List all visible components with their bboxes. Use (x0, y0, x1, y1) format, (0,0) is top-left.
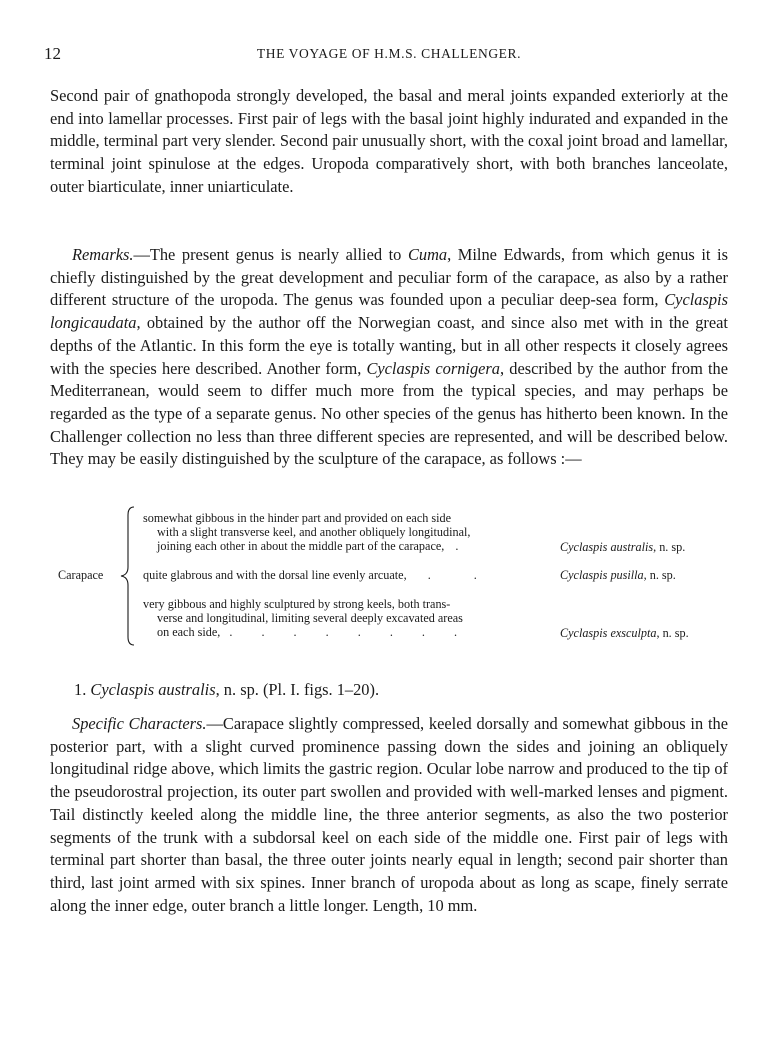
running-head: THE VOYAGE OF H.M.S. CHALLENGER. (256, 46, 522, 61)
specific-characters-text: —Carapace slightly compressed, keeled dorsally and somewhat gibbous in the posterior part, with a slight curved prominence passing down the sides and joining an obliquely longitudinal ridge above, which limits the gastric region. Ocular lobe narrow and produced to the tip of the pseudorostral projection, its outer part swollen and provided with well-marked lenses and pigment. Tail distinctly keeled along the middle line, the three anterior segments, as also the two posterior segments of the trunk with a subdorsal keel on each side of the middle one. First pair of legs with terminal part shorter than basal, the three outer joints nearly equal in length; second pair shorter than third, last joint armed with six spines. Inner branch of uropoda about as long as scape, finely serrate along the inner edge, outer branch a little longer. Length, 10 mm. (50, 714, 728, 915)
paragraph-text: Second pair of gnathopoda strongly developed, the basal and meral joints expanded exteriorly at the end into lamellar processes. First pair of legs with the basal joint highly indurated and expanded in the middle, terminal part very slender. Second pair unusually short, with the coxal joint broad and lamellar, terminal joint spinulose at the edges. Uropoda comparatively short, with both branches lanceolate, outer biarticulate, inner uniarticulate. (50, 86, 729, 196)
key-entry-line: verse and longitudinal, limiting several deeply excavated areas (157, 611, 463, 625)
key-result-australis (560, 540, 685, 554)
key-result-pusilla (560, 568, 676, 582)
key-entry-pusilla (143, 568, 543, 582)
remarks-text: , described by the author from the Mediterranean, would seem to differ much more from the typical species, and may perhaps be regarded as the type of a separate genus. No other species of the genus has hitherto been known. In the Challenger collection no less than three different species are represented, and will be described below. They may be easily distinguished by the sculpture of the carapace, as follows :— (50, 358, 728, 469)
remarks-text: , obtained by the author off the Norwegian coast, and since also met with in the great depths of the Atlantic. In this form the eye is totally wanting, but in all other respects it closely agrees with the species here described. Another form, (50, 313, 728, 378)
species-number: 1. (74, 680, 91, 699)
key-entry-line: joining each other in about the middle part of the carapace, (157, 539, 445, 553)
leader-dots: . (455, 539, 459, 553)
key-entry-exsculpta (143, 597, 543, 639)
key-entry-line: quite glabrous and with the dorsal line evenly arcuate, (143, 568, 407, 582)
species-name: Cyclaspis cornigera (366, 358, 500, 378)
species-suffix: , n. sp. (643, 568, 676, 582)
page-header (44, 44, 734, 66)
species-suffix: , n. sp. (656, 626, 689, 640)
species-name: Cyclaspis longicaudata (50, 290, 728, 333)
paragraph-remarks (50, 244, 728, 471)
remarks-lead: Remarks. (72, 245, 134, 264)
remarks-text: , Milne Edwards, from which genus it is chiefly distinguished by the great development and peculiar form of the carapace, as also by a rather different structure of the uropoda. The genus was founded upon a peculiar deep-sea form, (50, 245, 728, 310)
leader-dots: . . . . . . . . (229, 625, 458, 639)
key-entry-line: very gibbous and highly sculptured by strong keels, both trans- (143, 597, 451, 611)
genus-name: Cuma (407, 245, 448, 264)
key-entry-australis (143, 511, 543, 553)
species-name: Cyclaspis australis (90, 680, 216, 699)
paragraph-specific-characters (50, 713, 728, 917)
species-suffix: , n. sp. (653, 540, 686, 554)
paragraph-gnathopoda (50, 85, 728, 199)
species-heading (74, 680, 379, 700)
key-entry-line: with a slight transverse keel, and another obliquely longitudinal, (157, 525, 471, 539)
leader-dots: . . (427, 568, 477, 582)
species-reference: , n. sp. (Pl. I. figs. 1–20). (215, 680, 380, 699)
species-name: Cyclaspis pusilla (560, 568, 644, 582)
curly-brace-icon (116, 505, 138, 647)
key-label: Carapace (58, 568, 104, 582)
key-result-exsculpta (560, 626, 689, 640)
page-number: 12 (44, 44, 61, 63)
key-entry-line: on each side, (157, 625, 221, 639)
species-name: Cyclaspis australis (560, 540, 654, 554)
species-key (0, 505, 776, 647)
key-entry-line: somewhat gibbous in the hinder part and provided on each side (143, 511, 451, 525)
species-name: Cyclaspis exsculpta (560, 626, 657, 640)
remarks-text: —The present genus is nearly allied to (133, 245, 408, 264)
specific-characters-lead: Specific Characters. (72, 714, 207, 733)
